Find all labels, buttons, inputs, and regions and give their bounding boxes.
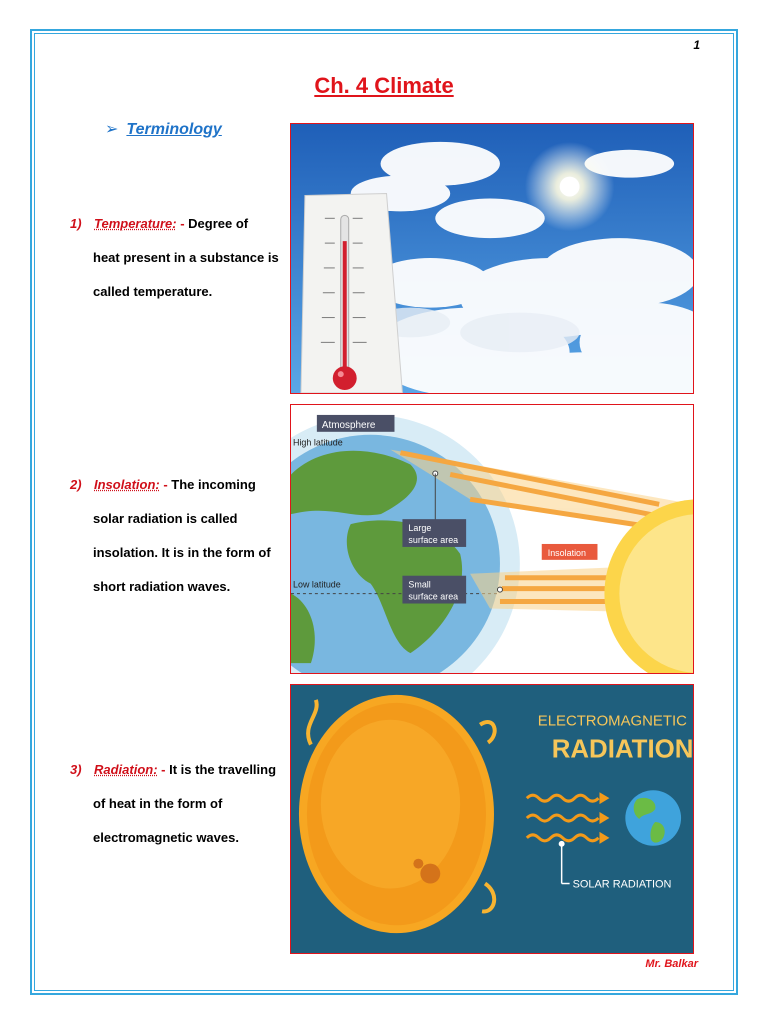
insolation-label: Insolation [547, 547, 587, 558]
definition-term: Insolation: [94, 477, 160, 492]
small-area-label: Small [408, 579, 431, 590]
radiation-heading: RADIATION [551, 735, 693, 764]
definition-temperature: 1) Temperature: - Degree of heat present in a substance is called temperature. [70, 207, 280, 309]
definition-number: 1) [70, 216, 82, 231]
definition-text: insolation. It is in the form of [93, 545, 271, 560]
definition-term: Temperature: [94, 216, 177, 231]
section-heading-label: Terminology [126, 121, 222, 138]
solar-radiation-label: SOLAR RADIATION [572, 878, 672, 891]
definition-term: Radiation: [94, 762, 158, 777]
sun-icon [299, 695, 495, 933]
definition-text: electromagnetic waves. [93, 830, 239, 845]
large-area-label: Large [408, 523, 432, 534]
definition-number: 3) [70, 762, 82, 777]
definition-insolation: 2) Insolation: - The incoming solar radiation is called insolation. It is in the form of short radiation waves. [70, 468, 280, 604]
radiation-heading: ELECTROMAGNETIC [537, 713, 687, 730]
definition-text: heat present in a substance is [93, 250, 279, 265]
insolation-diagram [290, 404, 694, 674]
large-area-label: surface area [408, 534, 459, 545]
thermometer-icon [301, 193, 402, 393]
thermometer-sky-image [290, 123, 694, 394]
definition-text: Degree of [188, 216, 249, 231]
earth-icon [625, 790, 681, 846]
definition-text: called temperature. [93, 284, 213, 299]
definition-text: It is the travelling [169, 762, 277, 777]
definition-number: 2) [70, 477, 82, 492]
definition-radiation: 3) Radiation: - It is the travelling of heat in the form of electromagnetic waves. [70, 753, 280, 855]
definition-text: The incoming [171, 477, 256, 492]
definition-text: of heat in the form of [93, 796, 223, 811]
author-signature: Mr. Balkar [645, 958, 698, 970]
arrow-bullet-icon: ➢ [105, 121, 119, 138]
atmosphere-label: Atmosphere [321, 419, 376, 431]
low-latitude-label: Low latitude [292, 579, 341, 590]
small-area-label: surface area [408, 591, 459, 602]
page-number: 1 [693, 38, 700, 52]
high-latitude-label: High latitude [292, 437, 343, 448]
section-heading [105, 119, 222, 139]
definition-text: short radiation waves. [93, 579, 231, 594]
electromagnetic-radiation-image [290, 684, 694, 954]
page-title: Ch. 4 Climate [314, 73, 454, 98]
definition-text: solar radiation is called [93, 511, 238, 526]
